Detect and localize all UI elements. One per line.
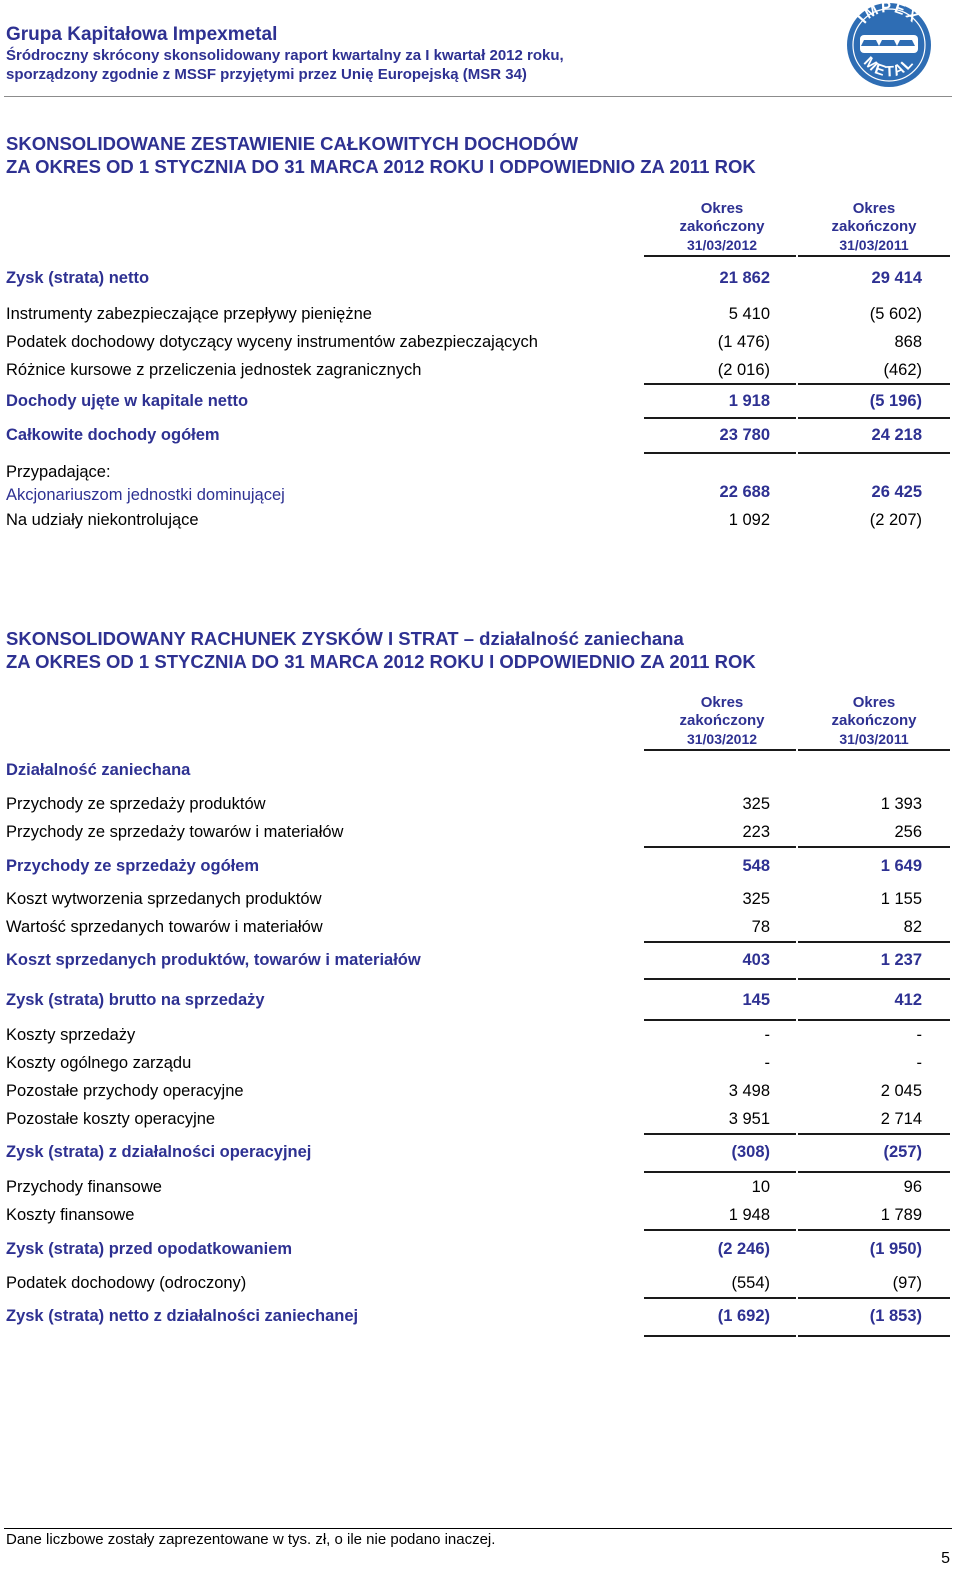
value-2011: (462)	[883, 361, 922, 379]
table-rule	[798, 1133, 950, 1135]
value-2011: (1 950)	[869, 1240, 922, 1258]
column-header-date: 31/03/2012	[686, 237, 758, 253]
table-row	[0, 1107, 960, 1131]
table-row	[0, 854, 960, 878]
table-row	[0, 948, 960, 972]
table-rule	[644, 452, 796, 454]
table-rule	[644, 941, 796, 943]
table-rule	[644, 1019, 796, 1021]
column-header-label: Okres	[700, 694, 744, 711]
table-rule	[798, 1297, 950, 1299]
column-header-label: zakończony	[679, 712, 765, 729]
report-header	[6, 24, 564, 84]
row-label: Zysk (strata) przed opodatkowaniem	[6, 1240, 293, 1258]
value-2012: -	[764, 1054, 770, 1072]
row-label: Instrumenty zabezpieczające przepływy pieniężne	[6, 305, 372, 323]
section2-title-main: SKONSOLIDOWANY RACHUNEK ZYSKÓW I STRAT	[6, 628, 459, 649]
section1-title-line2: ZA OKRES OD 1 STYCZNIA DO 31 MARCA 2012 ROKU I ODPOWIEDNIO ZA 2011 ROK	[6, 156, 756, 177]
row-label: Koszty finansowe	[6, 1206, 135, 1224]
value-2011: 2 714	[880, 1110, 922, 1128]
value-2012: 78	[751, 918, 770, 936]
table-rule	[798, 1019, 950, 1021]
column-header-label: Okres	[852, 200, 896, 217]
row-label: Całkowite dochody ogółem	[6, 426, 220, 444]
table-rule	[798, 383, 950, 385]
footer-rule	[4, 1528, 952, 1529]
row-label: Pozostałe przychody operacyjne	[6, 1082, 244, 1100]
value-2011: (257)	[883, 1143, 922, 1161]
report-subtitle-line1: Śródroczny skrócony skonsolidowany raport kwartalny za I kwartał 2012 roku,	[6, 47, 564, 64]
table-row	[0, 330, 960, 354]
value-2012: 22 688	[719, 483, 770, 501]
value-2012: 1 092	[728, 511, 770, 529]
section2-title-suffix: działalność zaniechana	[479, 628, 684, 649]
row-label: Różnice kursowe z przeliczenia jednostek zagranicznych	[6, 361, 422, 379]
table-row	[0, 266, 960, 290]
column-header-2012	[646, 694, 798, 748]
table-row	[0, 1051, 960, 1075]
value-2011: -	[916, 1054, 922, 1072]
value-2012: 21 862	[719, 269, 770, 287]
report-subtitle-line2: sporządzony zgodnie z MSSF przyjętymi przez Unię Europejską (MSR 34)	[6, 66, 527, 83]
table-rule	[798, 417, 950, 419]
row-label: Podatek dochodowy dotyczący wyceny instrumentów zabezpieczających	[6, 333, 538, 351]
value-2012: 1 948	[728, 1206, 770, 1224]
column-header-label: zakończony	[831, 712, 917, 729]
table-rule	[644, 1335, 796, 1337]
table-row	[0, 1203, 960, 1227]
value-2011: 868	[894, 333, 922, 351]
table-row	[0, 1140, 960, 1164]
table-row	[0, 1079, 960, 1103]
table-row	[0, 302, 960, 326]
value-2011: 82	[903, 918, 922, 936]
table-rule	[798, 1171, 950, 1173]
row-label: Zysk (strata) netto	[6, 269, 150, 287]
section2-title	[6, 627, 756, 673]
table-row	[0, 1304, 960, 1328]
company-name: Grupa Kapitałowa Impexmetal	[6, 24, 278, 45]
section2-title-dash: –	[463, 628, 475, 649]
value-2012: (554)	[731, 1274, 770, 1292]
table-rule	[644, 255, 796, 257]
value-2012: 145	[742, 991, 770, 1009]
value-2012: (308)	[731, 1143, 770, 1161]
row-label: Koszty ogólnego zarządu	[6, 1054, 192, 1072]
value-2011: (1 853)	[869, 1307, 922, 1325]
value-2011: 412	[894, 991, 922, 1009]
table-rule	[644, 383, 796, 385]
value-2011: 1 789	[880, 1206, 922, 1224]
value-2011: (5 602)	[869, 305, 922, 323]
row-label: Przychody finansowe	[6, 1178, 162, 1196]
table-rule	[798, 978, 950, 980]
value-2012: 23 780	[719, 426, 770, 444]
table-rule	[798, 1229, 950, 1231]
column-header-2012	[646, 200, 798, 254]
table-row	[0, 358, 960, 382]
table-row	[0, 1023, 960, 1047]
table-row	[0, 508, 960, 532]
value-2011: (97)	[892, 1274, 922, 1292]
table-row	[0, 758, 960, 782]
value-2012: (1 692)	[717, 1307, 770, 1325]
svg-text:IMPEX: IMPEX	[854, 2, 923, 28]
value-2012: 3 498	[728, 1082, 770, 1100]
row-label: Przypadające:	[6, 463, 111, 481]
table-row	[0, 389, 960, 413]
table-row	[0, 1237, 960, 1261]
value-2011: 1 393	[880, 795, 922, 813]
value-2012: 3 951	[728, 1110, 770, 1128]
column-header-2011	[798, 200, 950, 254]
table-rule	[644, 1229, 796, 1231]
value-2012: -	[764, 1026, 770, 1044]
value-2011: 1 155	[880, 890, 922, 908]
value-2012: 325	[742, 795, 770, 813]
section1-title-line1: SKONSOLIDOWANE ZESTAWIENIE CAŁKOWITYCH DOCHODÓW	[6, 133, 579, 154]
value-2012: 325	[742, 890, 770, 908]
row-label: Zysk (strata) brutto na sprzedaży	[6, 991, 265, 1009]
value-2011: 29 414	[871, 269, 922, 287]
table-row	[0, 887, 960, 911]
table-rule	[798, 452, 950, 454]
table-row	[0, 792, 960, 816]
value-2011: -	[916, 1026, 922, 1044]
table-row	[0, 1271, 960, 1295]
value-2011: 1 649	[880, 857, 922, 875]
row-label: Koszt wytworzenia sprzedanych produktów	[6, 890, 322, 908]
table-rule	[798, 846, 950, 848]
row-label: Zysk (strata) netto z działalności zaniechanej	[6, 1307, 359, 1325]
section1-title	[6, 132, 756, 178]
value-2012: 223	[742, 823, 770, 841]
value-2012: 548	[742, 857, 770, 875]
row-label: Przychody ze sprzedaży produktów	[6, 795, 266, 813]
impexmetal-logo	[846, 2, 932, 88]
value-2012: 403	[742, 951, 770, 969]
footer-note: Dane liczbowe zostały zaprezentowane w tys. zł, o ile nie podano inaczej.	[6, 1531, 496, 1548]
value-2011: 1 237	[880, 951, 922, 969]
table-rule	[644, 1133, 796, 1135]
column-header-label: zakończony	[831, 218, 917, 235]
column-header-label: Okres	[700, 200, 744, 217]
value-2011: 256	[894, 823, 922, 841]
row-label: Koszty sprzedaży	[6, 1026, 136, 1044]
value-2012: 1 918	[728, 392, 770, 410]
row-label: Podatek dochodowy (odroczony)	[6, 1274, 247, 1292]
table-rule	[798, 941, 950, 943]
value-2012: (2 016)	[717, 361, 770, 379]
value-2012: 5 410	[728, 305, 770, 323]
row-label: Przychody ze sprzedaży ogółem	[6, 857, 260, 875]
header-rule	[4, 96, 952, 97]
table-rule	[644, 978, 796, 980]
table-rule	[644, 846, 796, 848]
table-row	[0, 988, 960, 1012]
value-2011: 26 425	[871, 483, 922, 501]
column-header-date: 31/03/2012	[686, 731, 758, 747]
table-rule	[798, 255, 950, 257]
value-2011: 96	[903, 1178, 922, 1196]
table-row	[0, 1175, 960, 1199]
section2-title-line2: ZA OKRES OD 1 STYCZNIA DO 31 MARCA 2012 ROKU I ODPOWIEDNIO ZA 2011 ROK	[6, 651, 756, 672]
column-header-date: 31/03/2011	[839, 237, 909, 253]
row-label: Działalność zaniechana	[6, 761, 191, 779]
table-rule	[644, 1171, 796, 1173]
table-row	[0, 423, 960, 447]
row-label: Wartość sprzedanych towarów i materiałów	[6, 918, 323, 936]
table-row	[0, 820, 960, 844]
table-row	[0, 460, 960, 484]
row-label: Pozostałe koszty operacyjne	[6, 1110, 216, 1128]
value-2011: (5 196)	[869, 392, 922, 410]
value-2011: 24 218	[871, 426, 922, 444]
value-2012: 10	[751, 1178, 770, 1196]
table-rule	[798, 749, 950, 751]
value-2012: (1 476)	[717, 333, 770, 351]
column-header-2011	[798, 694, 950, 748]
column-header-label: zakończony	[679, 218, 765, 235]
value-2011: (2 207)	[869, 511, 922, 529]
row-label: Zysk (strata) z działalności operacyjnej	[6, 1143, 312, 1161]
row-label: Przychody ze sprzedaży towarów i materiałów	[6, 823, 344, 841]
svg-text:METAL: METAL	[860, 53, 918, 81]
column-header-label: Okres	[852, 694, 896, 711]
value-2011: 2 045	[880, 1082, 922, 1100]
table-row	[0, 483, 960, 507]
table-rule	[644, 749, 796, 751]
table-rule	[798, 1335, 950, 1337]
row-label: Akcjonariuszom jednostki dominującej	[6, 486, 285, 504]
table-rule	[644, 417, 796, 419]
row-label: Koszt sprzedanych produktów, towarów i materiałów	[6, 951, 421, 969]
column-header-date: 31/03/2011	[839, 731, 909, 747]
value-2012: (2 246)	[717, 1240, 770, 1258]
row-label: Dochody ujęte w kapitale netto	[6, 392, 249, 410]
page-number: 5	[941, 1550, 950, 1567]
table-rule	[644, 1297, 796, 1299]
row-label: Na udziały niekontrolujące	[6, 511, 199, 529]
table-row	[0, 915, 960, 939]
